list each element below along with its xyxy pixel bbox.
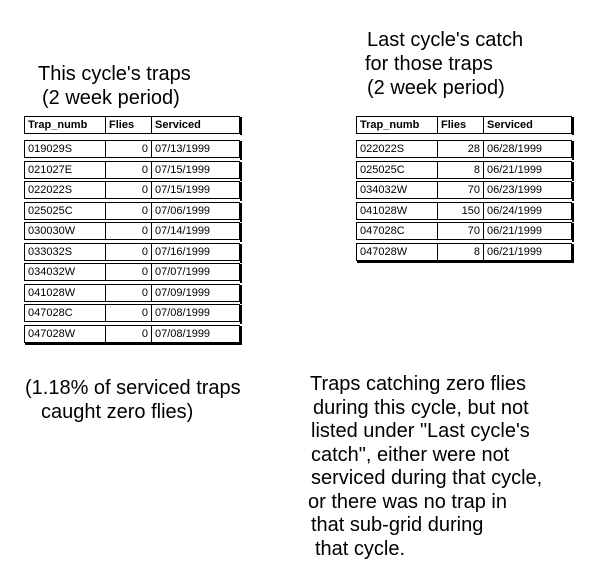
table-row bbox=[24, 161, 240, 179]
serviced-date-cell: 07/13/1999 bbox=[151, 141, 239, 157]
serviced-date-cell: 06/28/1999 bbox=[483, 141, 571, 157]
serviced-date-cell: 07/16/1999 bbox=[151, 244, 239, 260]
row-shadow bbox=[240, 182, 242, 201]
trap-number-cell: 047028W bbox=[28, 328, 76, 340]
explanation-line-8: that cycle. bbox=[315, 537, 406, 560]
row-shadow bbox=[240, 264, 242, 283]
serviced-date-cell: 07/09/1999 bbox=[151, 285, 239, 301]
row-shadow bbox=[240, 285, 242, 304]
trap-number-cell: 047028C bbox=[360, 225, 405, 237]
flies-cell: 8 bbox=[437, 244, 483, 260]
trap-number-cell: 041028W bbox=[28, 287, 76, 299]
serviced-date-cell: 07/14/1999 bbox=[151, 223, 239, 239]
flies-cell: 70 bbox=[437, 223, 483, 239]
row-shadow bbox=[572, 182, 574, 201]
explanation-line-7: that sub-grid during bbox=[311, 514, 484, 536]
header-shadow bbox=[240, 117, 242, 135]
row-shadow bbox=[572, 223, 574, 242]
explanation-note bbox=[308, 373, 542, 561]
last-cycle-table bbox=[356, 116, 572, 264]
table-row bbox=[24, 325, 240, 343]
row-shadow bbox=[240, 305, 242, 324]
column-header: Trap_numb bbox=[360, 119, 420, 131]
serviced-date-cell: 07/15/1999 bbox=[151, 182, 239, 198]
row-shadow bbox=[240, 141, 242, 160]
trap-number-cell: 030030W bbox=[28, 225, 76, 237]
row-shadow bbox=[240, 223, 242, 242]
table-row bbox=[24, 284, 240, 302]
flies-cell: 0 bbox=[105, 203, 151, 219]
right-title-line-2: for those traps bbox=[365, 53, 493, 75]
serviced-date-cell: 06/24/1999 bbox=[483, 203, 571, 219]
flies-cell: 28 bbox=[437, 141, 483, 157]
serviced-date-cell: 06/21/1999 bbox=[483, 162, 571, 178]
serviced-date-cell: 07/08/1999 bbox=[151, 326, 239, 342]
trap-number-cell: 021027E bbox=[28, 164, 73, 176]
table-row bbox=[24, 202, 240, 220]
explanation-line-5: serviced during that cycle, bbox=[311, 467, 543, 489]
serviced-date-cell: 06/21/1999 bbox=[483, 223, 571, 239]
column-header: Trap_numb bbox=[28, 119, 88, 131]
flies-cell: 0 bbox=[105, 141, 151, 157]
flies-cell: 0 bbox=[105, 223, 151, 239]
trap-number-cell: 034032W bbox=[360, 184, 408, 196]
flies-cell: 8 bbox=[437, 162, 483, 178]
flies-cell: 0 bbox=[105, 264, 151, 280]
explanation-line-4: catch", either were not bbox=[311, 443, 510, 466]
table-row bbox=[24, 140, 240, 158]
row-shadow bbox=[240, 203, 242, 222]
this-cycle-table-header bbox=[24, 116, 240, 134]
flies-cell: 0 bbox=[105, 305, 151, 321]
trap-number-cell: 047028W bbox=[360, 246, 408, 258]
trap-number-cell: 034032W bbox=[28, 266, 76, 278]
header-shadow bbox=[572, 117, 574, 135]
trap-number-cell: 022022S bbox=[360, 143, 405, 155]
column-header: Serviced bbox=[483, 117, 571, 133]
trap-number-cell: 025025C bbox=[28, 205, 73, 217]
trap-number-cell: 022022S bbox=[28, 184, 73, 196]
trap-number-cell: 041028W bbox=[360, 205, 408, 217]
right-title-line-1: Last cycle's catch bbox=[367, 29, 524, 51]
left-title-line-2: (2 week period) bbox=[42, 87, 180, 109]
table-row bbox=[24, 263, 240, 281]
right-title-line-3: (2 week period) bbox=[367, 77, 505, 99]
left-title bbox=[38, 62, 191, 110]
serviced-date-cell: 07/06/1999 bbox=[151, 203, 239, 219]
this-cycle-table bbox=[24, 116, 240, 346]
row-shadow bbox=[572, 141, 574, 160]
table-row bbox=[356, 222, 572, 240]
row-shadow bbox=[240, 244, 242, 263]
table-bottom-shadow bbox=[25, 343, 242, 345]
zero-flies-note-line-1: (1.18% of serviced traps bbox=[25, 377, 241, 399]
last-cycle-table-header bbox=[356, 116, 572, 134]
trap-number-cell: 025025C bbox=[360, 164, 405, 176]
table-row bbox=[24, 222, 240, 240]
column-header: Flies bbox=[105, 117, 151, 133]
serviced-date-cell: 07/08/1999 bbox=[151, 305, 239, 321]
table-row bbox=[24, 181, 240, 199]
column-header: Flies bbox=[437, 117, 483, 133]
flies-cell: 0 bbox=[105, 244, 151, 260]
trap-number-cell: 019029S bbox=[28, 143, 73, 155]
table-row bbox=[356, 202, 572, 220]
flies-cell: 0 bbox=[105, 182, 151, 198]
table-row bbox=[356, 181, 572, 199]
zero-flies-note-line-2: caught zero flies) bbox=[41, 401, 194, 423]
table-row bbox=[356, 243, 572, 261]
serviced-date-cell: 07/15/1999 bbox=[151, 162, 239, 178]
flies-cell: 0 bbox=[105, 162, 151, 178]
trap-number-cell: 033032S bbox=[28, 246, 73, 258]
explanation-line-6: or there was no trap in bbox=[308, 490, 507, 513]
serviced-date-cell: 06/21/1999 bbox=[483, 244, 571, 260]
serviced-date-cell: 06/23/1999 bbox=[483, 182, 571, 198]
row-shadow bbox=[572, 203, 574, 222]
column-header: Serviced bbox=[151, 117, 239, 133]
zero-flies-note bbox=[25, 376, 241, 424]
table-row bbox=[24, 304, 240, 322]
flies-cell: 0 bbox=[105, 326, 151, 342]
flies-cell: 150 bbox=[437, 203, 483, 219]
trap-number-cell: 047028C bbox=[28, 307, 73, 319]
serviced-date-cell: 07/07/1999 bbox=[151, 264, 239, 280]
table-row bbox=[356, 140, 572, 158]
right-title bbox=[367, 28, 523, 100]
flies-cell: 70 bbox=[437, 182, 483, 198]
table-bottom-shadow bbox=[357, 261, 574, 263]
table-row bbox=[24, 243, 240, 261]
table-row bbox=[356, 161, 572, 179]
left-title-line-1: This cycle's traps bbox=[38, 63, 191, 85]
flies-cell: 0 bbox=[105, 285, 151, 301]
explanation-line-2: during this cycle, but not bbox=[313, 396, 529, 419]
explanation-line-1: Traps catching zero flies bbox=[310, 373, 527, 395]
row-shadow bbox=[240, 162, 242, 181]
row-shadow bbox=[572, 162, 574, 181]
explanation-line-3: listed under "Last cycle's bbox=[311, 420, 530, 442]
